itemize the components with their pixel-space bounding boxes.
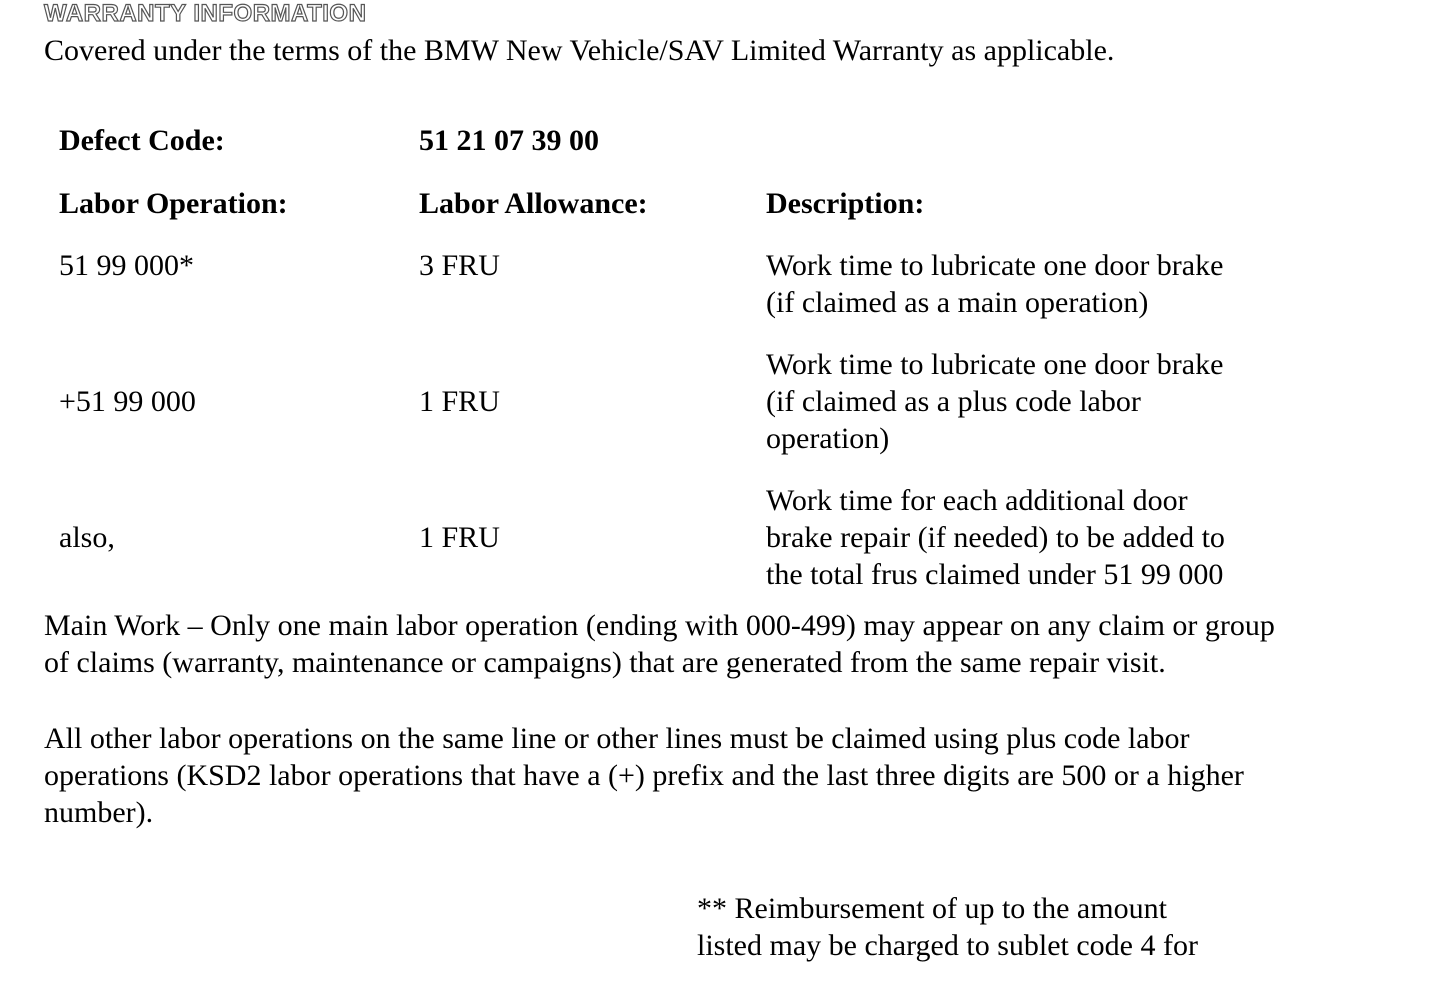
row3-allowance: 1 FRU bbox=[419, 521, 500, 554]
reimbursement-line2: listed may be charged to sublet code 4 for bbox=[697, 929, 1198, 962]
reimbursement-line1: ** Reimbursement of up to the amount bbox=[697, 892, 1167, 925]
row2-description-line3: operation) bbox=[766, 422, 890, 455]
row1-description-line1: Work time to lubricate one door brake bbox=[766, 249, 1224, 282]
row3-description-line3: the total frus claimed under 51 99 000 bbox=[766, 558, 1224, 591]
other-ops-line3: number). bbox=[44, 796, 154, 829]
row1-description-line2: (if claimed as a main operation) bbox=[766, 286, 1149, 319]
header-labor-operation: Labor Operation: bbox=[59, 187, 288, 220]
header-labor-allowance: Labor Allowance: bbox=[419, 187, 648, 220]
section-heading: WARRANTY INFORMATION bbox=[44, 0, 367, 27]
row3-description-line2: brake repair (if needed) to be added to bbox=[766, 521, 1225, 554]
row2-operation: +51 99 000 bbox=[59, 385, 196, 418]
defect-code-label: Defect Code: bbox=[59, 124, 225, 157]
row2-allowance: 1 FRU bbox=[419, 385, 500, 418]
row3-description-line1: Work time for each additional door bbox=[766, 484, 1188, 517]
other-ops-line2: operations (KSD2 labor operations that have a (+) prefix and the last three digits are 500 or a higher bbox=[44, 759, 1244, 792]
row2-description-line1: Work time to lubricate one door brake bbox=[766, 348, 1224, 381]
row3-operation: also, bbox=[59, 521, 115, 554]
row1-operation: 51 99 000* bbox=[59, 249, 194, 282]
defect-code-value: 51 21 07 39 00 bbox=[419, 124, 599, 157]
main-work-line1: Main Work – Only one main labor operation (ending with 000-499) may appear on any claim or group bbox=[44, 609, 1275, 642]
coverage-text: Covered under the terms of the BMW New Vehicle/SAV Limited Warranty as applicable. bbox=[44, 34, 1115, 67]
main-work-line2: of claims (warranty, maintenance or campaigns) that are generated from the same repair visit. bbox=[44, 646, 1166, 679]
row2-description-line2: (if claimed as a plus code labor bbox=[766, 385, 1141, 418]
other-ops-line1: All other labor operations on the same line or other lines must be claimed using plus code labor bbox=[44, 722, 1190, 755]
row1-allowance: 3 FRU bbox=[419, 249, 500, 282]
header-description: Description: bbox=[766, 187, 925, 220]
